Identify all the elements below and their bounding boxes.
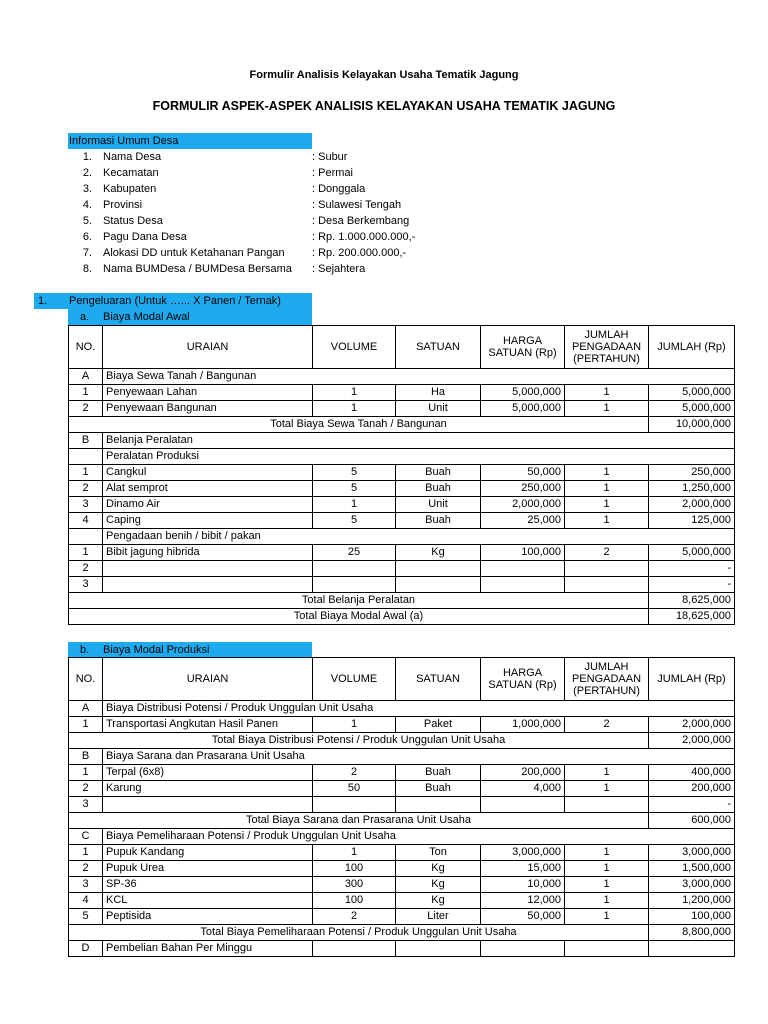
table-row (69, 577, 735, 593)
info-value: : Permai (312, 167, 353, 179)
info-label: Alokasi DD untuk Ketahanan Pangan (103, 247, 285, 259)
row-quantity: 1 (565, 861, 649, 877)
row-unit: Buah (396, 765, 481, 781)
row-quantity (565, 561, 649, 577)
row-description: Peptisida (103, 909, 313, 925)
row-volume: 100 (313, 861, 396, 877)
table-row (69, 401, 735, 417)
row-unit-price: 2,000,000 (481, 497, 565, 513)
section-row (69, 701, 735, 717)
row-number: 2 (69, 781, 103, 797)
row-unit (396, 941, 481, 957)
subsection-header-modal-produksi (68, 642, 312, 658)
row-number: 3 (69, 577, 103, 593)
section-row (69, 433, 735, 449)
section-code: B (69, 749, 103, 765)
table-row (69, 561, 735, 577)
column-header: HARGA SATUAN (Rp) (481, 658, 565, 701)
row-amount: 400,000 (649, 765, 735, 781)
column-header: NO. (69, 658, 103, 701)
column-header: VOLUME (313, 658, 396, 701)
row-number: 4 (69, 893, 103, 909)
row-unit-price: 5,000,000 (481, 401, 565, 417)
info-label: Provinsi (103, 199, 143, 211)
row-description: KCL (103, 893, 313, 909)
row-amount: 2,000,000 (649, 497, 735, 513)
info-row (68, 165, 468, 181)
subsection-label: Biaya Modal Produksi (103, 644, 210, 656)
table-biaya-modal-produksi (68, 657, 735, 957)
total-label: Total Biaya Sarana dan Prasarana Unit Usaha (69, 813, 649, 829)
section-code: C (69, 829, 103, 845)
subsection-label: Biaya Modal Awal (103, 311, 190, 323)
table-header-row (69, 326, 735, 369)
section-label: Biaya Pemeliharaan Potensi / Produk Unggulan Unit Usaha (103, 829, 735, 845)
row-unit-price: 1,000,000 (481, 717, 565, 733)
total-row (69, 925, 735, 941)
row-volume: 1 (313, 401, 396, 417)
row-amount: 5,000,000 (649, 401, 735, 417)
table-row (69, 941, 735, 957)
row-unit-price: 50,000 (481, 465, 565, 481)
row-quantity: 1 (565, 513, 649, 529)
table-row (69, 497, 735, 513)
info-row (68, 245, 468, 261)
info-label: Pagu Dana Desa (103, 231, 187, 243)
row-unit-price: 12,000 (481, 893, 565, 909)
row-volume: 5 (313, 481, 396, 497)
table-row (69, 877, 735, 893)
row-quantity: 1 (565, 909, 649, 925)
info-label: Kecamatan (103, 167, 159, 179)
row-unit-price (481, 797, 565, 813)
table-row (69, 797, 735, 813)
row-unit: Kg (396, 545, 481, 561)
section-row (69, 449, 735, 465)
row-volume: 300 (313, 877, 396, 893)
info-row (68, 149, 468, 165)
row-unit-price: 5,000,000 (481, 385, 565, 401)
section-label: Peralatan Produksi (103, 449, 735, 465)
info-label: Status Desa (103, 215, 163, 227)
row-quantity: 2 (565, 717, 649, 733)
row-amount: 2,000,000 (649, 717, 735, 733)
row-unit: Buah (396, 481, 481, 497)
row-description: Cangkul (103, 465, 313, 481)
table-row (69, 909, 735, 925)
info-label: Nama BUMDesa / BUMDesa Bersama (103, 263, 292, 275)
document-title: Formulir Analisis Kelayakan Usaha Tematik Jagung (249, 69, 519, 81)
row-amount (649, 941, 735, 957)
row-unit: Buah (396, 465, 481, 481)
info-value: : Desa Berkembang (312, 215, 410, 227)
row-unit-price: 200,000 (481, 765, 565, 781)
row-number: 3 (69, 497, 103, 513)
row-unit-price: 10,000 (481, 877, 565, 893)
row-unit (396, 561, 481, 577)
row-volume: 1 (313, 497, 396, 513)
row-quantity: 1 (565, 781, 649, 797)
row-quantity: 2 (565, 545, 649, 561)
column-header: JUMLAH PENGADAAN (PERTAHUN) (565, 326, 649, 369)
total-value: 2,000,000 (649, 733, 735, 749)
row-amount: 1,250,000 (649, 481, 735, 497)
total-row (69, 417, 735, 433)
row-unit-price: 15,000 (481, 861, 565, 877)
row-volume: 5 (313, 513, 396, 529)
total-row (69, 593, 735, 609)
row-number: 5 (69, 909, 103, 925)
row-description: Pupuk Urea (103, 861, 313, 877)
info-row (68, 213, 468, 229)
column-header: HARGA SATUAN (Rp) (481, 326, 565, 369)
row-amount: 1,200,000 (649, 893, 735, 909)
row-volume: 50 (313, 781, 396, 797)
info-row (68, 197, 468, 213)
section-label: Pengadaan benih / bibit / pakan (103, 529, 735, 545)
row-quantity: 1 (565, 845, 649, 861)
row-amount: - (649, 577, 735, 593)
total-row (69, 733, 735, 749)
row-description: Dinamo Air (103, 497, 313, 513)
row-unit: Kg (396, 861, 481, 877)
column-header: URAIAN (103, 326, 313, 369)
total-value: 8,625,000 (649, 593, 735, 609)
info-number: 7. (82, 247, 92, 259)
row-quantity (565, 941, 649, 957)
row-quantity: 1 (565, 765, 649, 781)
row-number: 1 (69, 717, 103, 733)
info-row (68, 229, 468, 245)
row-quantity: 1 (565, 481, 649, 497)
total-label: Total Biaya Modal Awal (a) (69, 609, 649, 625)
row-unit-price: 100,000 (481, 545, 565, 561)
row-description (103, 561, 313, 577)
row-description: Pembelian Bahan Per Minggu (103, 941, 313, 957)
row-number: 2 (69, 481, 103, 497)
info-row (68, 261, 468, 277)
info-value: : Rp. 1.000.000.000,- (312, 231, 416, 243)
row-number: 1 (69, 845, 103, 861)
total-value: 10,000,000 (649, 417, 735, 433)
row-unit-price (481, 941, 565, 957)
section-code (69, 529, 103, 545)
row-volume (313, 577, 396, 593)
column-header: JUMLAH (Rp) (649, 326, 735, 369)
table-row (69, 385, 735, 401)
row-description: Terpal (6x8) (103, 765, 313, 781)
column-header: NO. (69, 326, 103, 369)
table-row (69, 717, 735, 733)
row-unit: Buah (396, 781, 481, 797)
row-number: 2 (69, 401, 103, 417)
section-code: A (69, 369, 103, 385)
row-unit: Unit (396, 401, 481, 417)
table-row (69, 481, 735, 497)
row-volume: 5 (313, 465, 396, 481)
row-quantity (565, 577, 649, 593)
total-value: 18,625,000 (649, 609, 735, 625)
table-row (69, 893, 735, 909)
row-amount: 100,000 (649, 909, 735, 925)
section-label: Biaya Sewa Tanah / Bangunan (103, 369, 735, 385)
row-description (103, 577, 313, 593)
section-label: Pengeluaran (Untuk …... X Panen / Ternak) (69, 295, 281, 307)
info-value: : Subur (312, 151, 348, 163)
row-number: 3 (69, 797, 103, 813)
row-unit-price: 4,000 (481, 781, 565, 797)
info-number: 8. (82, 263, 92, 275)
column-header: SATUAN (396, 658, 481, 701)
row-description: SP-36 (103, 877, 313, 893)
row-number: 4 (69, 513, 103, 529)
row-description: Caping (103, 513, 313, 529)
section-row (69, 829, 735, 845)
column-header: URAIAN (103, 658, 313, 701)
row-amount: 250,000 (649, 465, 735, 481)
section-code: B (69, 433, 103, 449)
row-number: 1 (69, 765, 103, 781)
row-unit: Kg (396, 893, 481, 909)
column-header: JUMLAH (Rp) (649, 658, 735, 701)
row-volume: 25 (313, 545, 396, 561)
row-unit-price: 25,000 (481, 513, 565, 529)
row-number: 1 (69, 385, 103, 401)
table-biaya-modal-awal (68, 325, 735, 625)
section-code (69, 449, 103, 465)
row-volume: 2 (313, 909, 396, 925)
row-volume: 1 (313, 717, 396, 733)
row-quantity: 1 (565, 465, 649, 481)
info-number: 2. (82, 167, 92, 179)
subsection-letter: b. (80, 644, 90, 656)
info-value: : Rp. 200.000.000,- (312, 247, 407, 259)
total-value: 8,800,000 (649, 925, 735, 941)
table-header-row (69, 658, 735, 701)
row-volume: 100 (313, 893, 396, 909)
table-row (69, 765, 735, 781)
section-label: Belanja Peralatan (103, 433, 735, 449)
row-amount: 3,000,000 (649, 845, 735, 861)
row-amount: 200,000 (649, 781, 735, 797)
row-description: Bibit jagung hibrida (103, 545, 313, 561)
row-volume (313, 797, 396, 813)
table-row (69, 465, 735, 481)
total-label: Total Biaya Distribusi Potensi / Produk Unggulan Unit Usaha (69, 733, 649, 749)
section-label: Biaya Sarana dan Prasarana Unit Usaha (103, 749, 735, 765)
row-description: Penyewaan Lahan (103, 385, 313, 401)
section-label: Biaya Distribusi Potensi / Produk Unggulan Unit Usaha (103, 701, 735, 717)
column-header: SATUAN (396, 326, 481, 369)
row-unit: Ton (396, 845, 481, 861)
info-number: 6. (82, 231, 92, 243)
total-value: 600,000 (649, 813, 735, 829)
info-label: Kabupaten (103, 183, 157, 195)
row-amount: 125,000 (649, 513, 735, 529)
row-amount: 3,000,000 (649, 877, 735, 893)
row-unit-price: 50,000 (481, 909, 565, 925)
column-header: VOLUME (313, 326, 396, 369)
column-header: JUMLAH PENGADAAN (PERTAHUN) (565, 658, 649, 701)
row-amount: 1,500,000 (649, 861, 735, 877)
row-number: 3 (69, 877, 103, 893)
row-description: Alat semprot (103, 481, 313, 497)
subsection-letter: a. (80, 311, 90, 323)
section-row (69, 529, 735, 545)
row-description: Penyewaan Bangunan (103, 401, 313, 417)
table-row (69, 781, 735, 797)
row-volume: 2 (313, 765, 396, 781)
row-number: 1 (69, 465, 103, 481)
section-row (69, 369, 735, 385)
total-label: Total Belanja Peralatan (69, 593, 649, 609)
info-section-header: Informasi Umum Desa (68, 133, 312, 149)
section-number: 1. (38, 295, 48, 307)
row-number: 2 (69, 861, 103, 877)
row-unit-price (481, 561, 565, 577)
row-unit: Liter (396, 909, 481, 925)
row-amount: 5,000,000 (649, 385, 735, 401)
info-number: 4. (82, 199, 92, 211)
row-description: Transportasi Angkutan Hasil Panen (103, 717, 313, 733)
info-value: : Donggala (312, 183, 366, 195)
row-amount: - (649, 561, 735, 577)
row-amount: 5,000,000 (649, 545, 735, 561)
row-quantity: 1 (565, 401, 649, 417)
form-title: FORMULIR ASPEK-ASPEK ANALISIS KELAYAKAN USAHA TEMATIK JAGUNG (152, 99, 616, 113)
row-unit-price: 250,000 (481, 481, 565, 497)
section-header-pengeluaran (34, 293, 312, 309)
info-number: 1. (82, 151, 92, 163)
row-volume: 1 (313, 845, 396, 861)
row-volume (313, 941, 396, 957)
info-label: Nama Desa (103, 151, 162, 163)
row-quantity: 1 (565, 893, 649, 909)
row-unit: Buah (396, 513, 481, 529)
row-unit-price: 3,000,000 (481, 845, 565, 861)
table-row (69, 845, 735, 861)
row-number: 2 (69, 561, 103, 577)
row-unit (396, 797, 481, 813)
row-unit: Ha (396, 385, 481, 401)
info-number: 3. (82, 183, 92, 195)
total-row (69, 813, 735, 829)
row-quantity: 1 (565, 497, 649, 513)
total-label: Total Biaya Pemeliharaan Potensi / Produk Unggulan Unit Usaha (69, 925, 649, 941)
row-unit: Kg (396, 877, 481, 893)
section-row (69, 749, 735, 765)
row-description: Pupuk Kandang (103, 845, 313, 861)
row-unit (396, 577, 481, 593)
table-row (69, 513, 735, 529)
row-unit-price (481, 577, 565, 593)
row-volume (313, 561, 396, 577)
row-description: Karung (103, 781, 313, 797)
table-row (69, 861, 735, 877)
row-unit: Paket (396, 717, 481, 733)
row-unit: Unit (396, 497, 481, 513)
row-number: D (69, 941, 103, 957)
table-row (69, 545, 735, 561)
info-value: : Sejahtera (312, 263, 366, 275)
row-quantity: 1 (565, 385, 649, 401)
section-code: A (69, 701, 103, 717)
subsection-header-modal-awal (68, 309, 312, 325)
info-row (68, 181, 468, 197)
row-quantity: 1 (565, 877, 649, 893)
total-row (69, 609, 735, 625)
info-value: : Sulawesi Tengah (312, 199, 402, 211)
row-description (103, 797, 313, 813)
info-number: 5. (82, 215, 92, 227)
row-volume: 1 (313, 385, 396, 401)
total-label: Total Biaya Sewa Tanah / Bangunan (69, 417, 649, 433)
row-amount: - (649, 797, 735, 813)
row-number: 1 (69, 545, 103, 561)
row-quantity (565, 797, 649, 813)
